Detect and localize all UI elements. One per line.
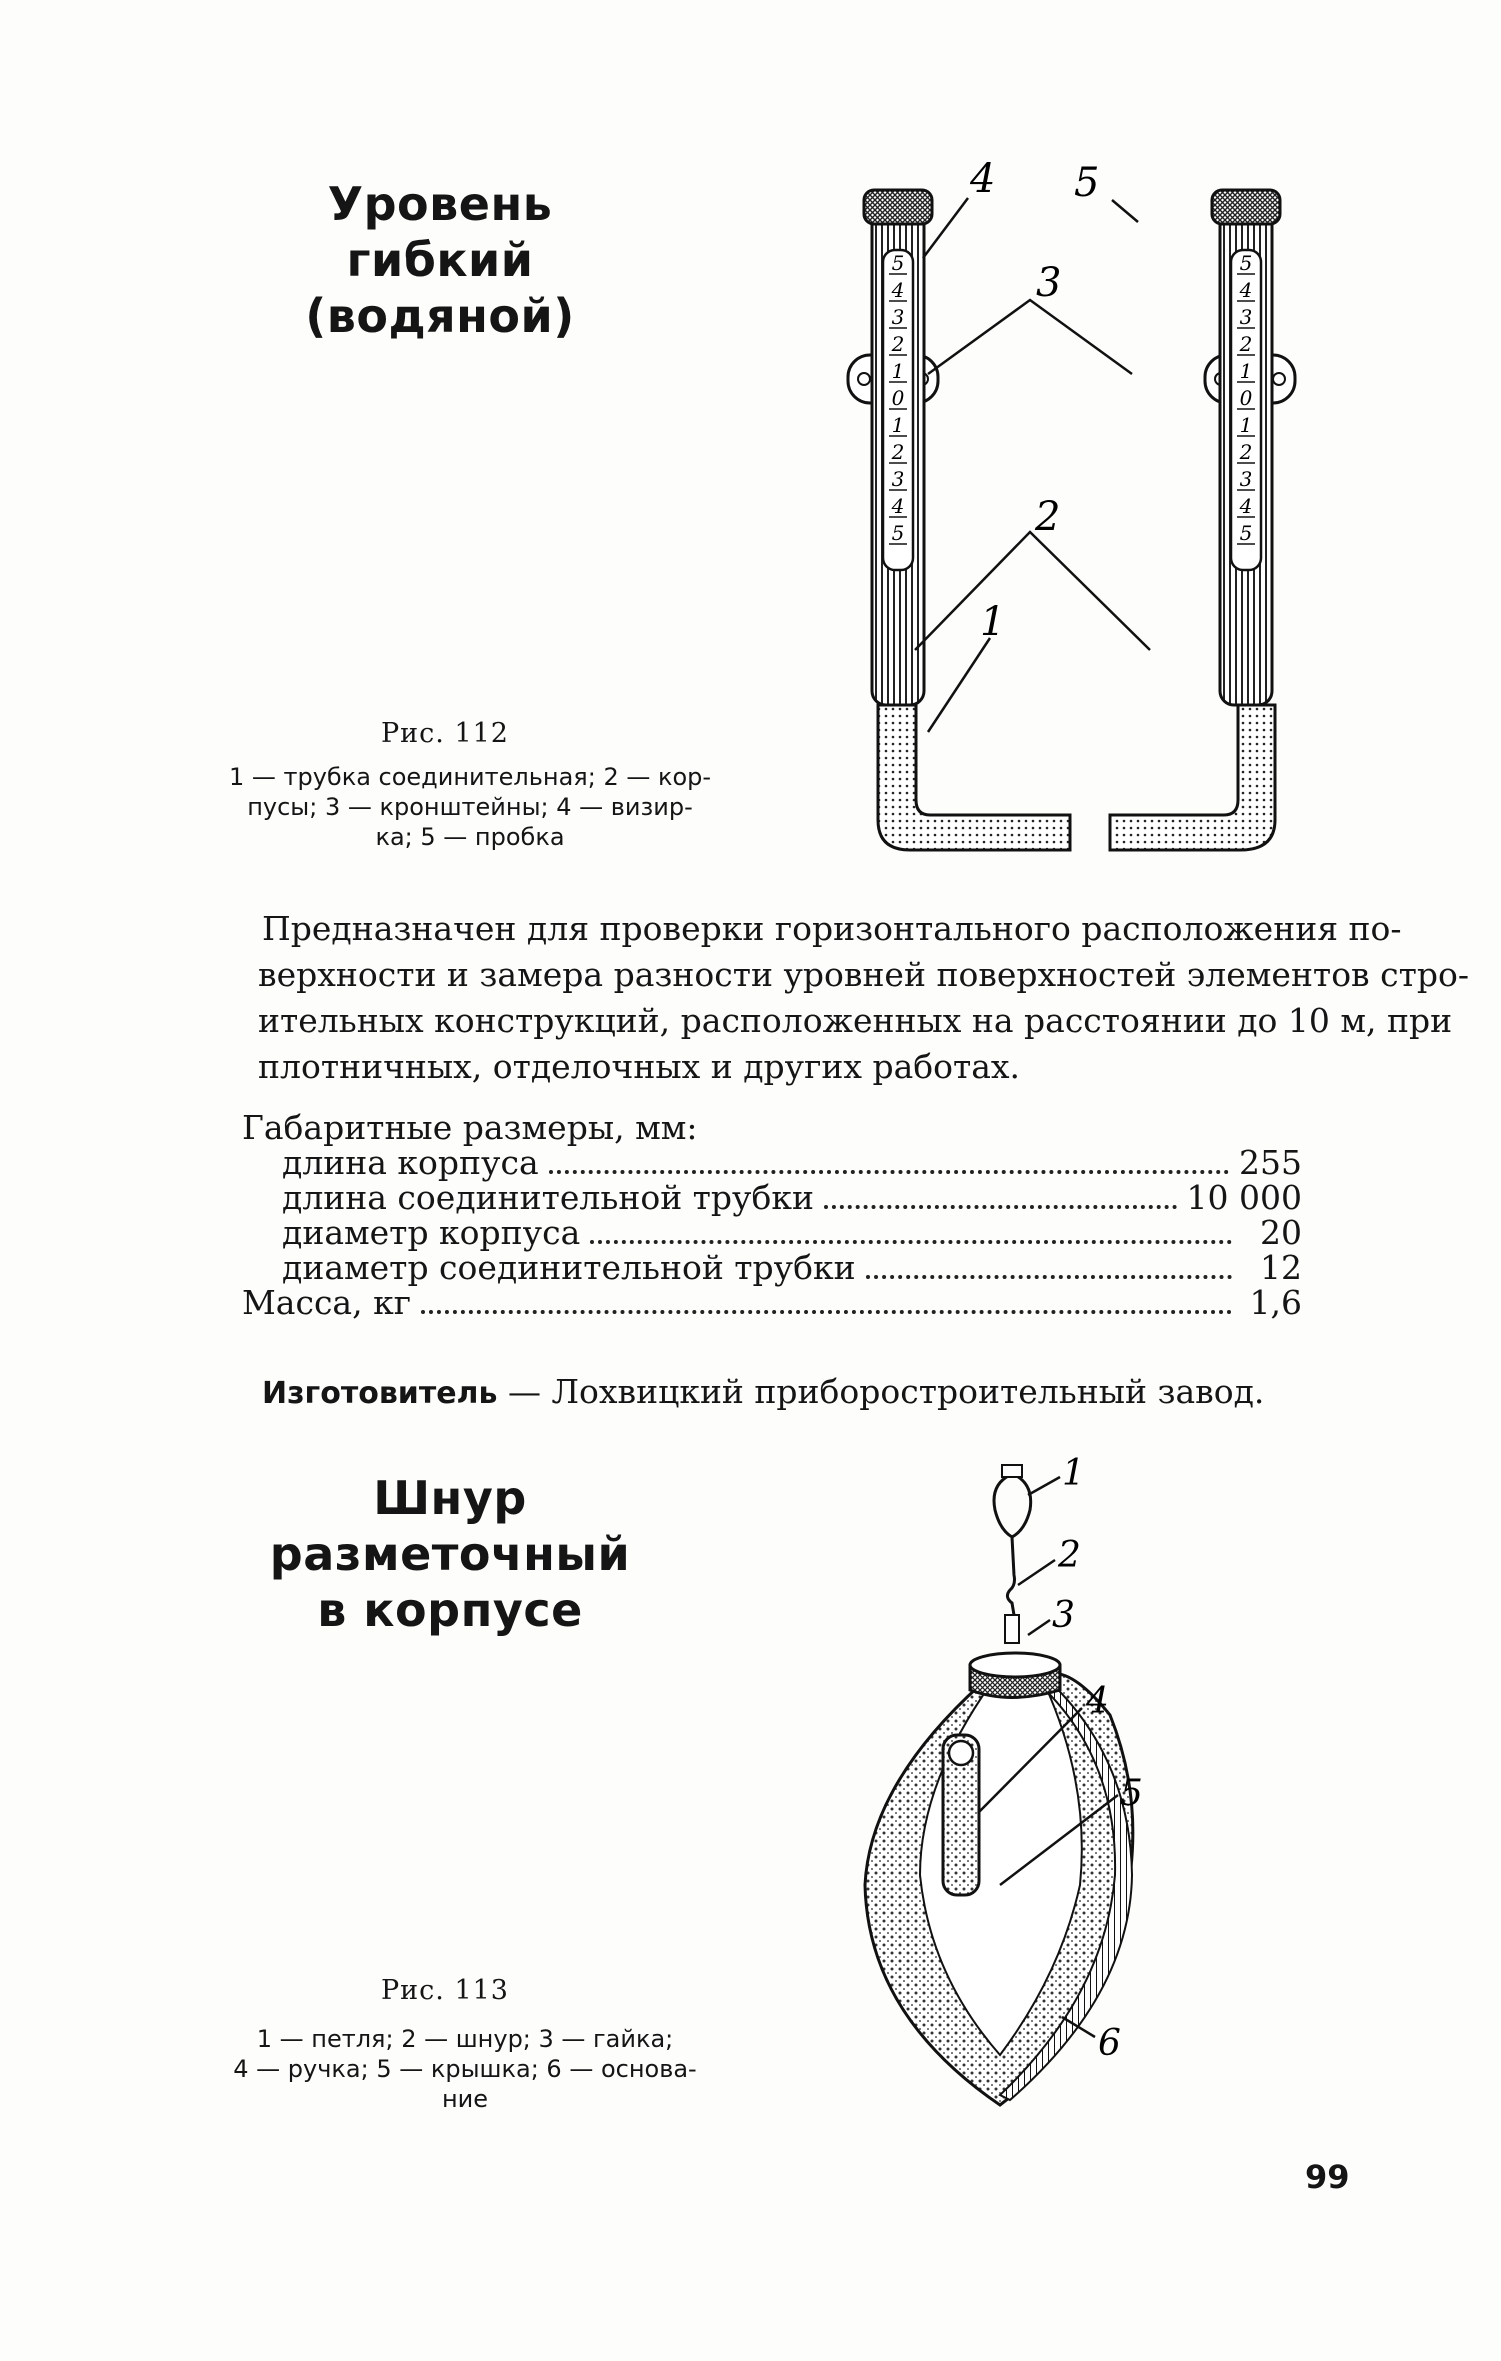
scale-mark: 4 — [1239, 278, 1253, 302]
scale-mark: 3 — [891, 467, 905, 491]
section1-title — [270, 176, 610, 344]
mass-row — [242, 1285, 1302, 1320]
spec-row — [242, 1145, 1302, 1180]
callout-2: 2 — [1035, 494, 1061, 540]
cord — [1007, 1537, 1014, 1615]
spec-value: 10 000 — [1186, 1178, 1302, 1217]
description-line: плотничных, отделочных и других работах. — [258, 1047, 1021, 1086]
caption-line: пусы; 3 — кронштейны; 4 — визир- — [247, 793, 693, 821]
mass-label: Масса, кг — [242, 1283, 411, 1322]
leader-dots — [866, 1275, 1232, 1279]
section2-title-line1: Шнур разметочный — [269, 1471, 631, 1581]
dims-header-row — [242, 1110, 1302, 1145]
spec-row — [242, 1250, 1302, 1285]
scale-mark: 4 — [891, 494, 905, 518]
description-line: Предназначен для проверки горизонтального расположения по- — [262, 909, 1402, 948]
figure-112-caption — [220, 762, 720, 852]
caption-line: 1 — петля; 2 — шнур; 3 — гайка; — [256, 2025, 674, 2053]
scale-mark: 1 — [891, 359, 905, 383]
loop — [994, 1475, 1031, 1537]
figure-112-water-level — [820, 160, 1340, 875]
scale-mark: 4 — [1239, 494, 1253, 518]
caption-line: ка; 5 — пробка — [375, 823, 565, 851]
figure-113-caption — [200, 2024, 730, 2114]
scale-mark: 1 — [891, 413, 905, 437]
caption-line: ние — [441, 2085, 489, 2113]
scale-mark: 3 — [891, 305, 905, 329]
spec-value: 255 — [1239, 1143, 1302, 1182]
callout-5: 5 — [1074, 160, 1100, 206]
section1-description — [258, 906, 1470, 1090]
spec-label: длина корпуса — [282, 1143, 539, 1182]
spec-row — [242, 1215, 1302, 1250]
description-line: верхности и замера разности уровней поверхностей элементов стро- — [258, 955, 1470, 994]
scale-mark: 2 — [891, 440, 905, 464]
section2-title — [240, 1470, 660, 1638]
scale-mark: 2 — [1239, 332, 1253, 356]
description-line: ительных конструкций, расположенных на расстоянии до 10 м, при — [258, 1001, 1453, 1040]
scale-mark: 1 — [1239, 359, 1253, 383]
scale-mark: 4 — [891, 278, 905, 302]
scale-mark: 3 — [1239, 305, 1253, 329]
callout-5: 5 — [1120, 1773, 1143, 1814]
scale-mark: 5 — [1239, 521, 1253, 545]
scale-mark: 0 — [891, 386, 905, 410]
callout-4: 4 — [1086, 1681, 1109, 1722]
callout-1: 1 — [980, 599, 1006, 645]
callout-1: 1 — [1062, 1455, 1085, 1494]
leader-dots — [421, 1310, 1232, 1314]
connecting-hose-left — [878, 705, 1070, 850]
manufacturer-line — [262, 1372, 1264, 1411]
leader-dots — [549, 1170, 1229, 1174]
dims-header: Габаритные размеры, мм: — [242, 1108, 698, 1147]
callout-3: 3 — [1036, 260, 1062, 306]
callout-4: 4 — [970, 160, 996, 202]
section2-title-line2: в корпусе — [317, 1583, 583, 1637]
right-scale — [1237, 251, 1255, 545]
spec-value: 20 — [1260, 1213, 1302, 1252]
figure-113-chalk-line-reel — [850, 1455, 1180, 2135]
spec-row — [242, 1180, 1302, 1215]
specifications — [242, 1110, 1302, 1320]
scale-mark: 2 — [1239, 440, 1253, 464]
scale-mark: 3 — [1239, 467, 1253, 491]
page-number: 99 — [1305, 2158, 1350, 2196]
callout-6: 6 — [1098, 2023, 1121, 2064]
caption-line: 4 — ручка; 5 — крышка; 6 — основа- — [233, 2055, 697, 2083]
scale-mark: 1 — [1239, 413, 1253, 437]
scale-mark: 5 — [891, 521, 905, 545]
callout-2: 2 — [1058, 1535, 1081, 1576]
scale-mark: 2 — [891, 332, 905, 356]
spec-label: длина соединительной трубки — [282, 1178, 814, 1217]
spec-label: диаметр соединительной трубки — [282, 1248, 856, 1287]
manufacturer-label: Изготовитель — [262, 1376, 498, 1411]
caption-line: 1 — трубка соединительная; 2 — кор- — [228, 763, 712, 791]
leader-dots — [824, 1205, 1177, 1209]
scale-mark: 5 — [891, 251, 905, 275]
section1-title-line2: (водяной) — [305, 289, 575, 343]
manufacturer-text: — Лохвицкий приборостроительный завод. — [508, 1372, 1265, 1411]
figure-113-ref: Рис. 113 — [381, 1975, 509, 2006]
left-scale — [889, 251, 907, 545]
scale-mark: 5 — [1239, 251, 1253, 275]
spec-label: диаметр корпуса — [282, 1213, 581, 1252]
leader-dots — [590, 1240, 1232, 1244]
spec-value: 12 — [1260, 1248, 1302, 1287]
figure-112-ref: Рис. 112 — [381, 718, 509, 749]
callout-3: 3 — [1052, 1595, 1075, 1636]
mass-value: 1,6 — [1249, 1283, 1302, 1322]
section1-title-line1: Уровень гибкий — [327, 177, 553, 287]
connecting-hose-right — [1110, 705, 1275, 850]
scale-mark: 0 — [1239, 386, 1253, 410]
